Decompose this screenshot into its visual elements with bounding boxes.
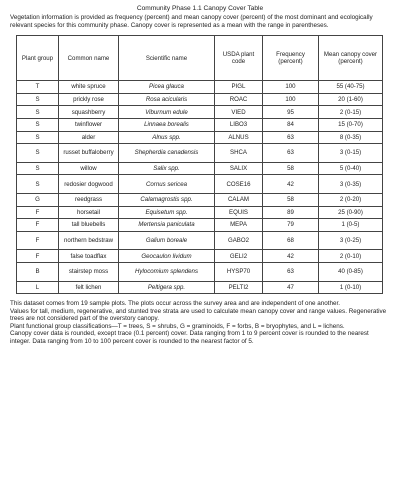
- header-scientific-name: Scientific name: [119, 36, 215, 81]
- table-row: [17, 175, 383, 194]
- cell-common-name: felt lichen: [59, 281, 119, 294]
- cell-plant-group: F: [17, 231, 59, 250]
- cell-plant-group: S: [17, 162, 59, 175]
- cell-frequency: 100: [263, 81, 319, 94]
- cell-frequency: 42: [263, 250, 319, 263]
- cell-usda-code: EQUIS: [215, 206, 263, 219]
- cell-canopy-cover: 1 (0-10): [319, 281, 383, 294]
- cell-frequency: 42: [263, 175, 319, 194]
- cell-plant-group: S: [17, 175, 59, 194]
- table-row: [17, 131, 383, 144]
- table-row: [17, 193, 383, 206]
- cell-usda-code: VIED: [215, 106, 263, 119]
- header-usda-code: USDA plant code: [215, 36, 263, 81]
- cell-frequency: 58: [263, 193, 319, 206]
- cell-scientific-name: Picea glauca: [119, 81, 215, 94]
- table-header-row: [17, 36, 383, 81]
- cell-common-name: redosier dogwood: [59, 175, 119, 194]
- table-row: [17, 81, 383, 94]
- cell-scientific-name: Calamagrostis spp.: [119, 193, 215, 206]
- cell-scientific-name: Hylocomium splendens: [119, 262, 215, 281]
- cell-common-name: false toadflax: [59, 250, 119, 263]
- cell-usda-code: GELI2: [215, 250, 263, 263]
- cell-frequency: 63: [263, 262, 319, 281]
- header-canopy-cover: Mean canopy cover (percent): [319, 36, 383, 81]
- cell-frequency: 47: [263, 281, 319, 294]
- cell-usda-code: HYSP70: [215, 262, 263, 281]
- cell-scientific-name: Cornus sericea: [119, 175, 215, 194]
- cell-usda-code: CALAM: [215, 193, 263, 206]
- cell-scientific-name: Mertensia paniculata: [119, 219, 215, 232]
- header-frequency: Frequency (percent): [263, 36, 319, 81]
- header-common-name: Common name: [59, 36, 119, 81]
- header-plant-group: Plant group: [17, 36, 59, 81]
- cell-frequency: 84: [263, 118, 319, 131]
- cell-usda-code: ALNUS: [215, 131, 263, 144]
- cell-canopy-cover: 2 (0-15): [319, 106, 383, 119]
- cell-scientific-name: Alnus spp.: [119, 131, 215, 144]
- cell-scientific-name: Geocaulon lividum: [119, 250, 215, 263]
- table-row: [17, 93, 383, 106]
- intro-paragraph: Vegetation information is provided as frequency (percent) and mean canopy cover (percent) of the most dominant and ecologically relevant species for this community phase. Canopy cover is represented as a mean with the range in parentheses.: [10, 14, 373, 29]
- cell-usda-code: SHCA: [215, 144, 263, 163]
- cell-canopy-cover: 5 (0-40): [319, 162, 383, 175]
- cell-canopy-cover: 1 (0-5): [319, 219, 383, 232]
- cell-usda-code: COSE16: [215, 175, 263, 194]
- cell-frequency: 63: [263, 144, 319, 163]
- cell-common-name: twinflower: [59, 118, 119, 131]
- table-row: [17, 250, 383, 263]
- cell-scientific-name: Shepherdia canadensis: [119, 144, 215, 163]
- table-row: [17, 231, 383, 250]
- cell-plant-group: S: [17, 131, 59, 144]
- cell-common-name: prickly rose: [59, 93, 119, 106]
- cell-frequency: 79: [263, 219, 319, 232]
- cell-scientific-name: Equisetum spp.: [119, 206, 215, 219]
- cell-common-name: alder: [59, 131, 119, 144]
- table-row: [17, 144, 383, 163]
- cell-plant-group: T: [17, 81, 59, 94]
- note-paragraph: Canopy cover data is rounded, except trace (0.1 percent) cover. Data ranging from 1 to 9 percent cover is rounded to the nearest integer. Data ranging from 10 to 100 percent cover is rounded to the nearest factor of 5.: [10, 330, 369, 346]
- cell-frequency: 63: [263, 131, 319, 144]
- cell-frequency: 95: [263, 106, 319, 119]
- table-row: [17, 262, 383, 281]
- cell-common-name: stairstep moss: [59, 262, 119, 281]
- canopy-cover-table: [16, 35, 383, 294]
- cell-common-name: horsetail: [59, 206, 119, 219]
- cell-canopy-cover: 40 (0-85): [319, 262, 383, 281]
- cell-usda-code: PIGL: [215, 81, 263, 94]
- cell-usda-code: LIBO3: [215, 118, 263, 131]
- note-paragraph: Values for tall, medium, regenerative, and stunted tree strata are used to calculate mean canopy cover and range values. Regenerative trees are not considered part of the overstory canopy.: [10, 307, 387, 323]
- table-row: [17, 219, 383, 232]
- table-row: [17, 106, 383, 119]
- cell-common-name: white spruce: [59, 81, 119, 94]
- cell-frequency: 58: [263, 162, 319, 175]
- cell-canopy-cover: 3 (0-35): [319, 175, 383, 194]
- cell-common-name: tall bluebells: [59, 219, 119, 232]
- cell-canopy-cover: 15 (0-70): [319, 118, 383, 131]
- cell-canopy-cover: 8 (0-35): [319, 131, 383, 144]
- cell-common-name: northern bedstraw: [59, 231, 119, 250]
- cell-plant-group: S: [17, 93, 59, 106]
- note-paragraph: This dataset comes from 19 sample plots. The plots occur across the survey area and are independent of one another.: [10, 300, 340, 308]
- cell-common-name: reedgrass: [59, 193, 119, 206]
- page-title: Community Phase 1.1 Canopy Cover Table: [136, 5, 264, 12]
- cell-usda-code: MEPA: [215, 219, 263, 232]
- cell-common-name: willow: [59, 162, 119, 175]
- cell-plant-group: L: [17, 281, 59, 294]
- cell-plant-group: G: [17, 193, 59, 206]
- cell-usda-code: GABO2: [215, 231, 263, 250]
- cell-canopy-cover: 25 (0-90): [319, 206, 383, 219]
- cell-plant-group: F: [17, 250, 59, 263]
- cell-usda-code: SALIX: [215, 162, 263, 175]
- cell-usda-code: ROAC: [215, 93, 263, 106]
- cell-plant-group: S: [17, 106, 59, 119]
- cell-scientific-name: Viburnum edule: [119, 106, 215, 119]
- cell-canopy-cover: 2 (0-20): [319, 193, 383, 206]
- table-row: [17, 281, 383, 294]
- cell-canopy-cover: 3 (0-25): [319, 231, 383, 250]
- cell-common-name: russet buffaloberry: [59, 144, 119, 163]
- table-row: [17, 162, 383, 175]
- table-row: [17, 118, 383, 131]
- cell-scientific-name: Linnaea borealis: [119, 118, 215, 131]
- table-body: [17, 81, 383, 294]
- cell-canopy-cover: 3 (0-15): [319, 144, 383, 163]
- cell-frequency: 100: [263, 93, 319, 106]
- cell-plant-group: F: [17, 206, 59, 219]
- cell-scientific-name: Peltigera spp.: [119, 281, 215, 294]
- cell-frequency: 68: [263, 231, 319, 250]
- cell-plant-group: S: [17, 118, 59, 131]
- cell-plant-group: S: [17, 144, 59, 163]
- note-paragraph: Plant functional group classifications—T = trees, S = shrubs, G = graminoids, F = forbs, B = bryophytes, and L = lichens.: [10, 322, 345, 330]
- cell-canopy-cover: 20 (1-60): [319, 93, 383, 106]
- table-notes: [10, 300, 390, 346]
- cell-usda-code: PELTI2: [215, 281, 263, 294]
- cell-frequency: 89: [263, 206, 319, 219]
- cell-plant-group: F: [17, 219, 59, 232]
- cell-plant-group: B: [17, 262, 59, 281]
- table-row: [17, 206, 383, 219]
- cell-common-name: squashberry: [59, 106, 119, 119]
- cell-scientific-name: Rosa acicularis: [119, 93, 215, 106]
- cell-canopy-cover: 2 (0-10): [319, 250, 383, 263]
- cell-canopy-cover: 55 (40-75): [319, 81, 383, 94]
- cell-scientific-name: Galium boreale: [119, 231, 215, 250]
- cell-scientific-name: Salix spp.: [119, 162, 215, 175]
